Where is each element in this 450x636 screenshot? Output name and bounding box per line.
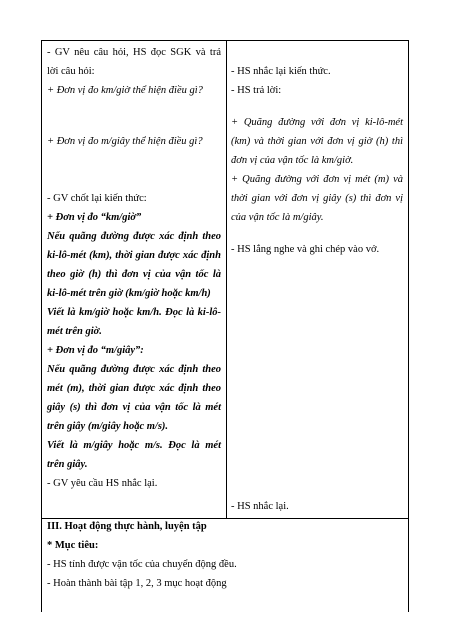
definition-km-line: Nếu quãng đường được xác định theo [47,231,221,242]
student-repeat: - HS nhắc lại. [231,501,289,512]
question-m-per-second: + Đơn vị đo m/giây thể hiện điều gì? [47,136,203,147]
teacher-summary: - GV chốt lại kiến thức: [47,193,147,204]
answer-km-line: (km) và thời gian với đơn vị giờ (h) thì [231,136,403,147]
objective-item: - Hoàn thành bài tập 1, 2, 3 mục hoạt động [47,578,227,589]
objectives-heading: * Mục tiêu: [47,540,99,551]
definition-m-line: trên giây (m/giây hoặc m/s). [47,421,169,432]
student-listen: - HS lắng nghe và ghi chép vào vở. [231,244,380,255]
reading-km-line: mét trên giờ. [47,326,102,337]
reading-m-line: Viết là m/giây hoặc m/s. Đọc là mét [47,440,221,451]
definition-km-line: theo giờ (h) thì đơn vị của vận tốc là [47,269,221,280]
answer-m-line: của vận tốc là m/giây. [231,212,324,223]
column-divider [226,40,227,518]
answer-km-line: đơn vị của vận tốc là km/giờ. [231,155,354,166]
definition-m-line: Nếu quãng đường được xác định theo [47,364,221,375]
reading-km-line: Viết là km/giờ hoặc km/h. Đọc là ki-lô- [47,307,221,318]
left-line-1: - GV nêu câu hỏi, HS đọc SGK và trả [47,47,221,58]
heading-m-per-second: + Đơn vị đo “m/giây”: [47,345,144,356]
student-answer: - HS trả lời: [231,85,282,96]
definition-km-line: ki-lô-mét trên giờ (km/giờ hoặc km/h) [47,288,211,299]
student-recall: - HS nhắc lại kiến thức. [231,66,331,77]
definition-m-line: mét (m), thời gian được xác định theo [47,383,221,394]
section-title: III. Hoạt động thực hành, luyện tập [47,521,207,532]
answer-m-line: thời gian với đơn vị giây (s) thì đơn vị [231,193,403,204]
row-divider [41,518,409,519]
answer-m-line: + Quãng đường với đơn vị mét (m) và [231,174,403,185]
left-line-2: lời câu hỏi: [47,66,95,77]
objective-item: - HS tính được vận tốc của chuyển động đều. [47,559,237,570]
teacher-request: - GV yêu cầu HS nhắc lại. [47,478,158,489]
heading-km-per-hour: + Đơn vị đo “km/giờ” [47,212,142,223]
answer-km-line: + Quãng đường với đơn vị ki-lô-mét [231,117,403,128]
reading-m-line: trên giây. [47,459,88,470]
question-km-per-hour: + Đơn vị đo km/giờ thể hiện điều gì? [47,85,203,96]
definition-km-line: ki-lô-mét (km), thời gian được xác định [47,250,221,261]
definition-m-line: giây (s) thì đơn vị của vận tốc là mét [47,402,221,413]
